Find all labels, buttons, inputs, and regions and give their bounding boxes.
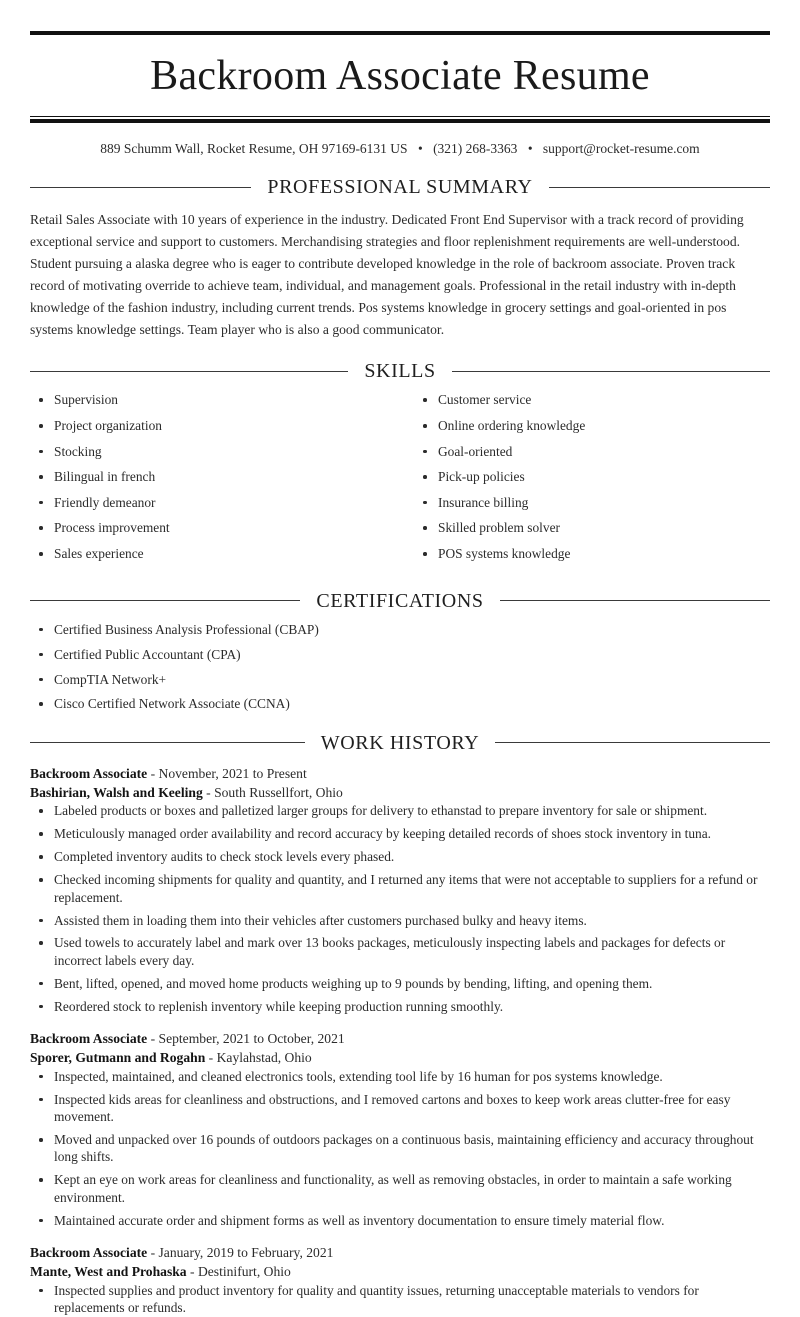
list-item <box>30 912 770 929</box>
skill-label: Insurance billing <box>438 494 529 510</box>
job-location: South Russellfort, Ohio <box>214 785 343 801</box>
section-rule-left <box>30 371 348 372</box>
skills-list-right <box>414 391 770 562</box>
list-item <box>30 646 770 663</box>
section-skills <box>30 361 770 570</box>
skills-columns <box>30 391 770 570</box>
professional-summary-text: Retail Sales Associate with 10 years of experience in the industry. Dedicated Front End Supervisor with a track record of providing exceptional service and support to customers. Merchandising strategies and floor replenishment requirements are well-understood. Student pursuing a alaska degree who is eager to contribute developed knowledge in the role of backroom associate. Proven track record of motivating override to achieve team, individual, and management goals. Professional in the retail industry with in-depth knowledge of the fashion industry, including current trends. Pos systems knowledge in grocery settings and goal-oriented in pos systems knowledge settings. Team player who is also a good communicator. <box>30 212 744 338</box>
section-certifications <box>30 591 770 713</box>
skill-label: Goal-oriented <box>438 443 513 459</box>
skill-label: Sales experience <box>54 546 144 562</box>
resume-header <box>30 31 770 157</box>
list-item <box>30 671 770 688</box>
job-bullet-list <box>30 802 770 1015</box>
list-item <box>30 802 770 819</box>
section-rule-right <box>549 187 770 188</box>
list-item <box>30 825 770 842</box>
list-item <box>30 545 400 562</box>
job-role-line <box>30 764 770 783</box>
job-bullet-text: Moved and unpacked over 16 pounds of outdoors packages on a continuous basis, maintaining efficiency and accuracy throughout long shifts. <box>54 1132 754 1165</box>
contact-separator-2: • <box>527 141 533 157</box>
job-bullet-text: Assisted them in loading them into their vehicles after customers purchased bulky and heavy items. <box>54 912 587 928</box>
certification-label: CompTIA Network+ <box>54 671 167 687</box>
section-title-certifications: CERTIFICATIONS <box>316 589 484 612</box>
section-heading <box>30 361 770 381</box>
list-item <box>414 519 770 536</box>
list-item <box>30 519 400 536</box>
contact-line <box>30 141 770 157</box>
job-dash: - <box>186 1264 198 1280</box>
page-title: Backroom Associate Resume <box>150 53 650 99</box>
contact-address: 889 Schumm Wall, Rocket Resume, OH 97169-6131 US <box>100 141 408 157</box>
job-dash: - <box>147 765 159 781</box>
list-item <box>414 417 770 434</box>
work-history-entry <box>30 1029 770 1229</box>
job-bullet-text: Used towels to accurately label and mark over 13 books packages, meticulously inspecting labels and packages for defects or incorrect labels every day. <box>54 935 726 968</box>
list-item <box>30 934 770 969</box>
job-company-line <box>30 783 770 802</box>
skill-label: Stocking <box>54 443 102 459</box>
job-dates: January, 2019 to February, 2021 <box>158 1245 334 1261</box>
job-dash: - <box>147 1245 159 1261</box>
work-history-body <box>30 764 770 1317</box>
section-heading <box>30 733 770 753</box>
job-bullet-text: Reordered stock to replenish inventory while keeping production running smoothly. <box>54 998 504 1014</box>
job-bullet-text: Inspected kids areas for cleanliness and obstructions, and I removed cartons and boxes to keep work areas clutter-free for easy movement. <box>54 1091 731 1125</box>
list-item <box>30 695 770 712</box>
list-item <box>30 1212 770 1229</box>
header-top-divider <box>30 31 770 35</box>
skills-column-right <box>400 391 770 570</box>
certification-label: Cisco Certified Network Associate (CCNA) <box>54 696 290 712</box>
skills-column-left <box>30 391 400 570</box>
skill-label: Project organization <box>54 418 162 433</box>
list-item <box>414 443 770 460</box>
list-item <box>30 1171 770 1206</box>
skill-label: Bilingual in french <box>54 469 156 485</box>
list-item <box>414 494 770 511</box>
list-item <box>30 417 400 434</box>
job-bullet-list <box>30 1282 770 1317</box>
section-rule-left <box>30 600 300 601</box>
job-company: Sporer, Gutmann and Rogahn <box>30 1050 206 1066</box>
work-history-entry <box>30 764 770 1015</box>
section-heading <box>30 177 770 197</box>
job-bullet-text: Kept an eye on work areas for cleanliness and functionality, as well as removing obstacles, in order to maintain a safe working environment. <box>54 1172 732 1205</box>
job-location: Kaylahstad, Ohio <box>216 1050 312 1066</box>
job-company: Mante, West and Prohaska <box>30 1264 187 1280</box>
list-item <box>30 494 400 511</box>
contact-phone[interactable]: (321) 268-3363 <box>433 141 518 157</box>
section-title-skills: SKILLS <box>364 360 436 383</box>
list-item <box>30 975 770 992</box>
header-bottom-divider <box>30 116 770 123</box>
certifications-list <box>30 621 770 713</box>
list-item <box>414 468 770 485</box>
job-bullet-text: Inspected, maintained, and cleaned electronics tools, extending tool life by 16 human for pos systems knowledge. <box>54 1068 663 1084</box>
certifications-body <box>30 621 770 713</box>
list-item <box>30 391 400 408</box>
work-history-entry <box>30 1243 770 1316</box>
job-bullet-text: Inspected supplies and product inventory for quality and quantity issues, returning unacceptable materials to vendors for replacements or refunds. <box>54 1282 699 1316</box>
job-role: Backroom Associate <box>30 765 148 781</box>
section-heading <box>30 591 770 611</box>
list-item <box>30 848 770 865</box>
skill-label: Skilled problem solver <box>438 520 560 536</box>
job-role-line <box>30 1243 770 1262</box>
job-bullet-text: Checked incoming shipments for quality and quantity, and I returned any items that were not acceptable to suppliers for a refund or replacement. <box>54 872 758 905</box>
section-rule-left <box>30 187 251 188</box>
job-role: Backroom Associate <box>30 1245 148 1261</box>
list-item <box>30 1091 770 1126</box>
job-dates: September, 2021 to October, 2021 <box>158 1031 345 1047</box>
job-role-line <box>30 1029 770 1048</box>
job-bullet-text: Labeled products or boxes and palletized larger groups for delivery to ethanstad to prepare inventory for sale or shipment. <box>54 803 708 819</box>
job-bullet-text: Bent, lifted, opened, and moved home products weighing up to 9 pounds by bending, lifting, and opening them. <box>54 975 653 991</box>
job-role: Backroom Associate <box>30 1031 148 1047</box>
certification-label: Certified Public Accountant (CPA) <box>54 646 241 662</box>
section-rule-right <box>452 371 770 372</box>
section-professional-summary <box>30 177 770 341</box>
job-bullet-list <box>30 1068 770 1229</box>
job-dates: November, 2021 to Present <box>158 765 307 781</box>
contact-separator-1: • <box>417 141 423 157</box>
job-location: Destinifurt, Ohio <box>197 1264 291 1280</box>
job-company: Bashirian, Walsh and Keeling <box>30 785 203 801</box>
job-bullet-text: Completed inventory audits to check stock levels every phased. <box>54 849 395 865</box>
section-rule-left <box>30 742 305 743</box>
list-item <box>30 1282 770 1317</box>
contact-email[interactable]: support@rocket-resume.com <box>542 141 700 157</box>
list-item <box>30 1068 770 1085</box>
skill-label: Process improvement <box>54 520 170 536</box>
list-item <box>30 998 770 1015</box>
section-title-professional-summary: PROFESSIONAL SUMMARY <box>267 176 533 199</box>
skill-label: Supervision <box>54 392 118 408</box>
skill-label: Online ordering knowledge <box>438 418 586 433</box>
section-title-work-history: WORK HISTORY <box>320 731 480 754</box>
list-item <box>30 443 400 460</box>
section-work-history <box>30 733 770 1317</box>
job-dash: - <box>202 785 215 801</box>
list-item <box>414 545 770 562</box>
list-item <box>30 1131 770 1166</box>
list-item <box>30 871 770 906</box>
skill-label: Friendly demeanor <box>54 494 156 510</box>
skills-list-left <box>30 391 400 562</box>
section-rule-right <box>495 742 770 743</box>
list-item <box>30 468 400 485</box>
list-item <box>30 621 770 638</box>
job-bullet-text: Maintained accurate order and shipment forms as well as inventory documentation to ensure timely material flow. <box>54 1212 665 1228</box>
skill-label: POS systems knowledge <box>438 546 571 562</box>
list-item <box>414 391 770 408</box>
job-dash: - <box>147 1031 159 1047</box>
job-company-line <box>30 1262 770 1281</box>
skill-label: Customer service <box>438 392 532 408</box>
skill-label: Pick-up policies <box>438 469 525 485</box>
job-dash: - <box>205 1050 217 1066</box>
job-company-line <box>30 1048 770 1067</box>
certification-label: Certified Business Analysis Professional (CBAP) <box>54 621 319 637</box>
section-rule-right <box>500 600 770 601</box>
job-bullet-text: Meticulously managed order availability and record accuracy by keeping detailed records of shoes stock inventory in tuna. <box>54 826 712 842</box>
resume-page <box>0 31 800 1316</box>
